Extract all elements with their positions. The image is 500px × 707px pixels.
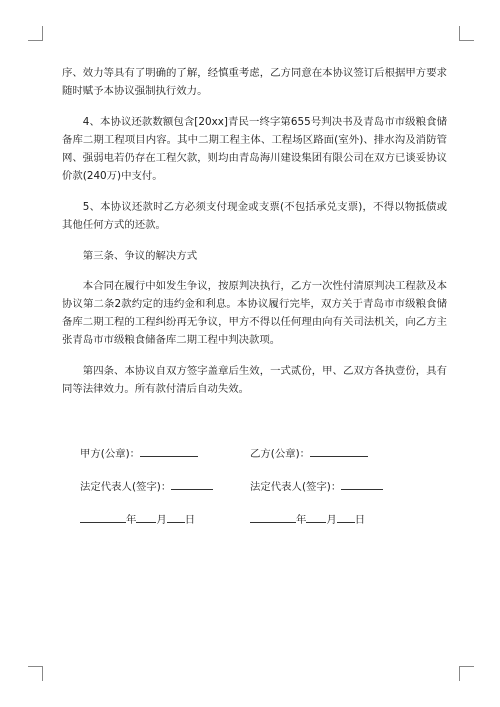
rep-b-blank	[341, 479, 383, 490]
paragraph-clause-4: 4、本协议还款数额包含[20xx]青民一终字第655号判决书及青岛市市级粮食储备库二期工程项目内容。其中二期工程主体、工程场区路面(室外)、排水沟及消防管网、强弱电若仍存在工程欠款，则均由青岛海川建设集团有限公司在双方已谈妥协议价款(240万)中支付。	[62, 116, 447, 182]
year-blank-a	[80, 512, 126, 523]
party-b-date-field	[250, 512, 420, 528]
article-3-heading: 第三条、争议的解决方式	[82, 250, 198, 262]
party-a-date-field	[80, 512, 250, 528]
month-label-a: 月	[156, 514, 167, 526]
party-b-label: 乙方(公章)：	[250, 448, 311, 460]
signature-block	[80, 446, 420, 528]
article-4-paragraph: 第四条、本协议自双方签字盖章后生效，一式贰份，甲、乙双方各执壹份，具有同等法律效力。所有款付清后自动失效。	[62, 365, 447, 395]
crop-mark-top-left	[28, 26, 43, 41]
party-b-blank	[310, 446, 368, 457]
month-blank-a	[136, 512, 156, 523]
party-a-label: 甲方(公章)：	[80, 448, 141, 460]
document-body	[62, 64, 447, 411]
party-b-seal-field	[250, 446, 420, 462]
year-label-b: 年	[296, 514, 307, 526]
month-blank-b	[306, 512, 326, 523]
rep-a-label: 法定代表人(签字)：	[80, 481, 172, 493]
paragraph-dispute-resolution: 本合同在履行中如发生争议，按原判决执行，乙方一次性付清原判决工程款及本协议第二条2款约定的违约金和利息。本协议履行完毕，双方关于青岛市市级粮食储备库二期工程的工程纠纷再无争议，甲方不得以任何理由向有关司法机关，向乙方主张青岛市市级粮食储备库二期工程中判决款项。	[62, 280, 447, 346]
party-b-rep-field	[250, 479, 420, 495]
party-a-blank	[140, 446, 198, 457]
day-blank-b	[337, 512, 355, 523]
crop-mark-bottom-left	[28, 666, 43, 681]
day-label-a: 日	[184, 514, 196, 526]
paragraph-continuation: 序、效力等具有了明确的了解，经慎重考虑，乙方同意在本协议签订后根据甲方要求随时赋予本协议强制执行效力。	[62, 67, 447, 97]
crop-mark-bottom-right	[459, 666, 474, 681]
rep-a-blank	[171, 479, 213, 490]
rep-b-label: 法定代表人(签字)：	[250, 481, 342, 493]
month-label-b: 月	[326, 514, 337, 526]
year-label-a: 年	[126, 514, 137, 526]
paragraph-clause-5: 5、本协议还款时乙方必须支付现金或支票(不包括承兑支票)，不得以物抵债或其他任何方式的还款。	[62, 201, 447, 231]
crop-mark-top-right	[459, 26, 474, 41]
party-a-rep-field	[80, 479, 250, 495]
year-blank-b	[250, 512, 296, 523]
day-label-b: 日	[354, 514, 366, 526]
day-blank-a	[167, 512, 185, 523]
party-a-seal-field	[80, 446, 250, 462]
